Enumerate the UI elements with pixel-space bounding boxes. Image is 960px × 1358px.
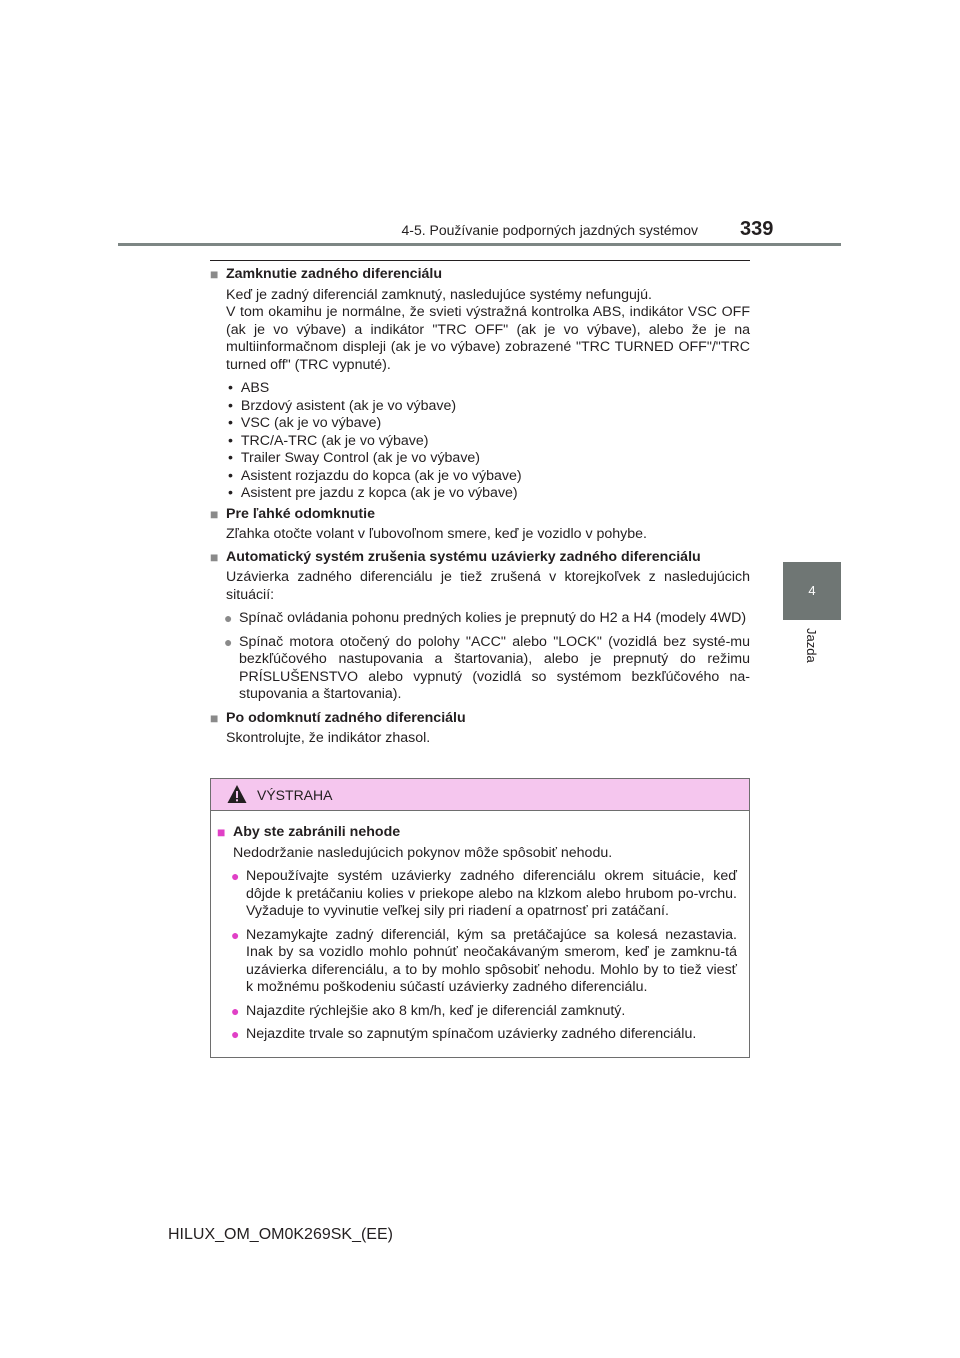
- list-item: • Brzdový asistent (ak je vo výbave): [228, 397, 457, 414]
- square-bullet-icon: ■: [217, 824, 226, 840]
- warning-item: ● Nepoužívajte systém uzávierky zadného diferenciálu okrem situácie, keď dôjde k pretáčaniu kolies v priekope alebo na klzkom alebo hrubom po-vrchu. Vyžaduje to vyvinutie veľkej sily pri riadení a opatrnosť pri zatáčaní.: [231, 868, 737, 919]
- bullet-list: [228, 380, 750, 503]
- warning-body: [211, 811, 749, 1044]
- list-item: • VSC (ak je vo výbave): [228, 415, 382, 431]
- list-item: ● Spínač motora otočený do polohy "ACC" alebo "LOCK" (vozidlá bez systé-mu bezkľúčového nastupovania a štartovania), alebo je prepnutý do režimu PRÍSLUŠENSTVO alebo vypnutý (vozidlá so systémom bezkľúčového na-stupovania a štartovania).: [224, 633, 750, 702]
- list-item: • ABS: [228, 380, 270, 396]
- square-bullet-icon: ■: [210, 709, 219, 726]
- paragraph: Nedodržanie nasledujúcich pokynov môže spôsobiť nehodu.: [233, 844, 613, 861]
- section-title: 4-5. Používanie podporných jazdných systémov: [401, 222, 698, 238]
- section-heading: ■ Zamknutie zadného diferenciálu: [210, 266, 443, 282]
- warning-item: ● Nezamykajte zadný diferenciál, kým sa pretáčajúce sa kolesá nezastavia. Inak by sa vozidlo mohlo pohnúť neočakávaným smerom, keď je zamknu-tá uzávierka diferenciálu, a to by mohlo spôsobiť nehodu. Mohlo by to tiež viesť k možnému poškodeniu súčastí uzávierky zadného diferenciálu.: [231, 926, 737, 995]
- circle-bullet-icon: ●: [231, 868, 240, 884]
- section-heading: ■ Automatický systém zrušenia systému uzávierky zadného diferenciálu: [210, 548, 701, 565]
- list-item: ● Spínač ovládania pohonu predných kolies je prepnutý do H2 a H4 (modely 4WD): [224, 610, 747, 626]
- square-bullet-icon: ■: [210, 505, 219, 522]
- square-bullet-icon: ■: [210, 548, 219, 565]
- square-bullet-icon: ■: [210, 266, 219, 282]
- section-heading: ■ Po odomknutí zadného diferenciálu: [210, 709, 466, 726]
- page-number: 339: [740, 218, 774, 240]
- list-item: • TRC/A-TRC (ak je vo výbave): [228, 432, 429, 449]
- circle-bullet-icon: ●: [224, 610, 233, 626]
- warning-item: ● Nejazdite trvale so zapnutým spínačom uzávierky zadného diferenciálu.: [231, 1026, 697, 1042]
- content-rule: [210, 260, 750, 261]
- paragraph: Zľahka otočte volant v ľubovoľnom smere, keď je vozidlo v pohybe.: [226, 526, 647, 542]
- document-code: HILUX_OM_OM0K269SK_(EE): [168, 1226, 393, 1243]
- chapter-tab[interactable]: 4: [783, 562, 841, 620]
- circle-bullet-icon: ●: [231, 926, 240, 943]
- paragraph: Keď je zadný diferenciál zamknutý, nasledujúce systémy nefungujú. V tom okamihu je normálne, že svieti výstražná kontrolka ABS, indikátor VSC OFF (ak je vo výbave) a indikátor "TRC OFF" (ak je vo výbave), alebo že je na multiinformačnom displeji (ak je vo výbave) zobrazené "TRC TURNED OFF"/"TRC turned off" (TRC vypnuté).: [226, 286, 750, 373]
- warning-title: VÝSTRAHA: [257, 787, 333, 803]
- chapter-label: [783, 622, 841, 662]
- header-rule: [118, 243, 841, 246]
- main-content: [210, 266, 750, 748]
- circle-bullet-icon: ●: [231, 1002, 240, 1019]
- paragraph: Uzávierka zadného diferenciálu je tiež zrušená v ktorejkoľvek z nasledujúcich situácií:: [226, 569, 750, 603]
- warning-header: [211, 779, 749, 811]
- warning-triangle-icon: [227, 784, 247, 804]
- warning-heading: ■ Aby ste zabránili nehode: [217, 824, 401, 840]
- list-item: • Trailer Sway Control (ak je vo výbave): [228, 450, 481, 466]
- circle-bullet-icon: ●: [224, 633, 233, 650]
- paragraph: Skontrolujte, že indikátor zhasol.: [226, 730, 431, 746]
- list-item: • Asistent rozjazdu do kopca (ak je vo výbave): [228, 467, 522, 484]
- circle-bullet-icon: ●: [231, 1026, 240, 1042]
- list-item: • Asistent pre jazdu z kopca (ak je vo výbave): [228, 485, 518, 501]
- warning-box: [210, 778, 750, 1058]
- chapter-label-text: Jazda: [804, 628, 819, 663]
- section-heading: ■ Pre ľahké odomknutie: [210, 505, 375, 522]
- warning-item: ● Najazdite rýchlejšie ako 8 km/h, keď je diferenciál zamknutý.: [231, 1002, 626, 1019]
